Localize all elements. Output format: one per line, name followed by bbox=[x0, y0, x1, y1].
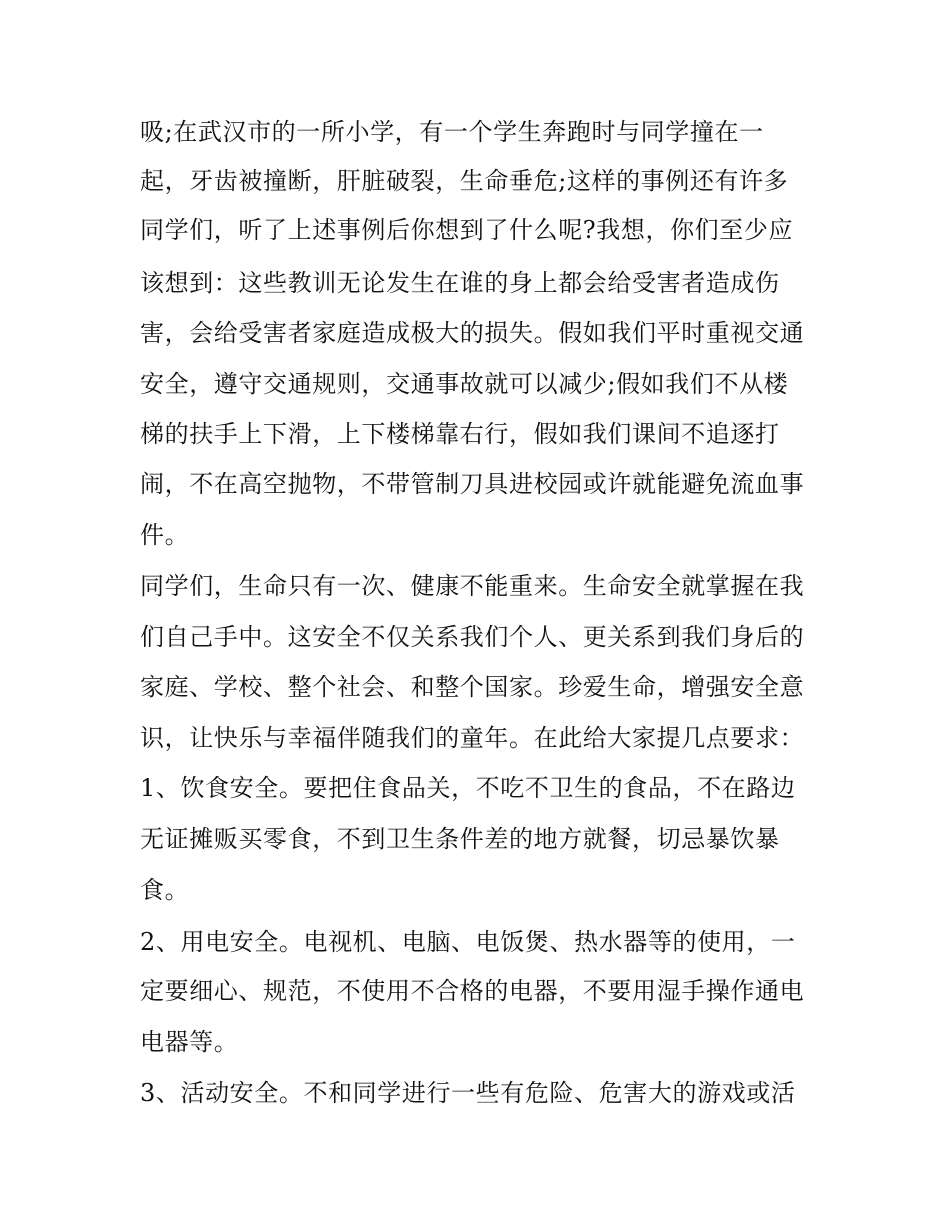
text-line-18: 定要细心、规范，不使用不合格的电器，不要用湿手操作通电 bbox=[140, 977, 805, 1005]
text-line-3: 同学们，听了上述事例后你想到了什么呢?我想，你们至少应 bbox=[140, 216, 794, 244]
text-line-9: 件。 bbox=[140, 521, 190, 549]
text-line-16: 食。 bbox=[140, 876, 190, 904]
text-line-13: 识，让快乐与幸福伴随我们的童年。在此给大家提几点要求： bbox=[140, 724, 805, 752]
text-line-6: 安全，遵守交通规则，交通事故就可以减少;假如我们不从楼 bbox=[140, 370, 789, 398]
text-line-17: 2、用电安全。电视机、电脑、电饭煲、热水器等的使用，一 bbox=[140, 928, 796, 956]
text-line-20: 3、活动安全。不和同学进行一些有危险、危害大的游戏或活 bbox=[140, 1079, 796, 1107]
text-line-4: 该想到：这些教训无论发生在谁的身上都会给受害者造成伤 bbox=[140, 269, 780, 297]
text-line-2: 起，牙齿被撞断，肝脏破裂，生命垂危;这样的事例还有许多 bbox=[140, 167, 789, 195]
text-line-14: 1、饮食安全。要把住食品关，不吃不卫生的食品，不在路边 bbox=[140, 774, 796, 802]
text-line-11: 们自己手中。这安全不仅关系我们个人、更关系到我们身后的 bbox=[140, 623, 805, 651]
text-line-5: 害，会给受害者家庭造成极大的损失。假如我们平时重视交通 bbox=[140, 319, 805, 347]
text-line-12: 家庭、学校、整个社会、和整个国家。珍爱生命，增强安全意 bbox=[140, 673, 805, 701]
text-line-19: 电器等。 bbox=[140, 1028, 239, 1056]
text-line-7: 梯的扶手上下滑，上下楼梯靠右行，假如我们课间不追逐打 bbox=[140, 420, 780, 448]
text-line-1: 吸;在武汉市的一所小学，有一个学生奔跑时与同学撞在一 bbox=[140, 118, 764, 146]
text-line-8: 闹，不在高空抛物，不带管制刀具进校园或许就能避免流血事 bbox=[140, 470, 805, 498]
text-line-15: 无证摊贩买零食，不到卫生条件差的地方就餐，切忌暴饮暴 bbox=[140, 825, 780, 853]
text-line-10: 同学们，生命只有一次、健康不能重来。生命安全就掌握在我 bbox=[140, 572, 805, 600]
